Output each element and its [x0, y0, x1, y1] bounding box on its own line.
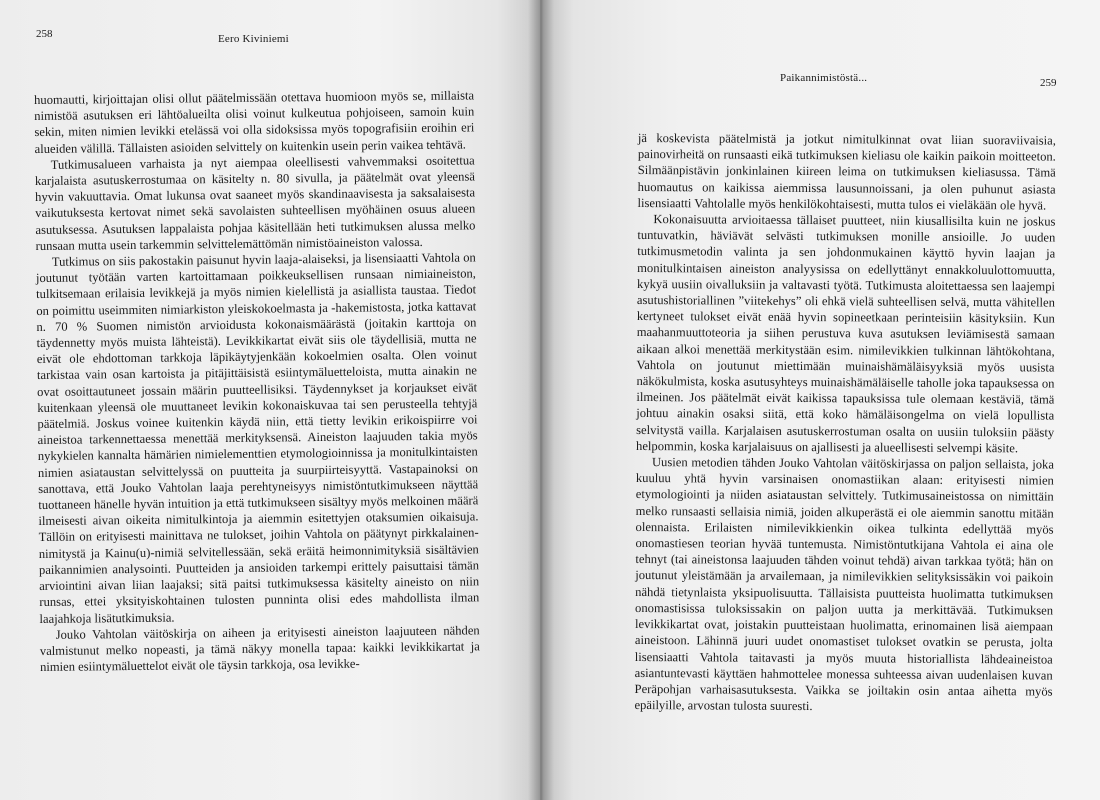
left-paragraph-3: Tutkimus on siis pakostakin paisunut hyvin laaja-alaiseksi, ja lisensiaatti Vahtola on joutunut työtään varten kartoittamaan poikkeuksellisen runsaan nimiaineiston, tulkitsemaan erilaisia levikkejä ja myös nimien kielellistä ja asiallista taustaa. Tiedot on poimittu useimmiten nimiarkiston yleiskokoelmasta ja -hakemistosta, jotka kattavat n. 70 % Suomen nimistön arvioidusta kokonaismäärästä (joitakin karttoja on täydennetty myös muista lähteistä). Levikkikartat eivät siis ole täydellisiä, mutta ne eivät ole ehdottoman tarkkoja läpikäytyjenkään kokoelmien osalta. Olen voinut tarkistaa vain osan kartoista ja pitäjittäisistä esiintymäluetteloista, mutta ainakin ne ovat osoittautuneet jossain määrin puutteellisiksi. Täydennykset ja korjaukset eivät kuitenkaan yleensä ole muuttaneet levikin kokonaiskuvaa tai sen perusteella tehtyjä päätelmiä. Joskus voinee kuitenkin käydä niin, että tietty levikin erikoispiirre voi aineistoa tarkennettaessa menettää merkityksensä. Aineiston laajuuden takia myös nykykielen kannalta hämärien nimielementtien etymologioinnissa ja monitulkintaisten nimien asiataustan selvittelyssä on puutteita ja suurpiirteisyyttä. Vastapainoksi on sanottava, että Jouko Vahtolan laaja perehtyneisyys nimistöntutkimukseen näyttää tuottaneen hänelle hyvän intuition ja että tutkimukseen sisältyy myös melkoinen määrä ilmeisesti aivan oikeita nimitulkintoja ja aiemmin esitettyjen otaksumien oikaisuja. Tällöin on erityisesti mainittava ne tulokset, joihin Vahtola on päätynyt pirkkalainen-nimitystä ja Kainu(u)-nimiä selvitellessään, sekä eräitä heimonnimityksiä sisältävien paikannimien analysointi. Puutteiden ja ansioiden tarkempi erittely paisuttaisi tämän arviointini aivan liian laajaksi; sitä paitsi tutkimuksessa käsitelty aineisto on niin runsas, ettei yksityiskohtainen tulosten punninta olisi edes mahdollista ilman laajahkoja lisätutkimuksia.: [35, 250, 480, 626]
book-gutter: [528, 0, 554, 800]
left-paragraph-1: huomautti, kirjoittajan olisi ollut päätelmissään otettava huomioon myös se, millaista nimistöä asutuksen eri lähtöalueilta olisi voinut kulkeutua pohjoiseen, samoin kuin sekin, miten nimien levikki etelässä voi olla sidoksissa myös topografisiin eroihin eri alueiden välillä. Tällaisten asioiden selvittely on kuitenkin usein perin vaikea tehtävä.: [34, 88, 475, 156]
right-paragraph-1: jä koskevista päätelmistä ja jotkut nimitulkinnat ovat liian suoraviivaisia, painovirheitä on runsaasti eikä tutkimuksen kieliasu ole kaikin paikoin moitteeton. Silmäänpistävin jonkinlainen kiireen leima on tutkimuksen kieliasussa. Tämä huomautus on kaikissa aiemmissa lausunnoissani, ja olen puhunut asiasta lisensiaatti Vahtolalle myös henkilökohtaisesti, mutta tulos ei vieläkään ole hyvä.: [637, 130, 1056, 213]
left-running-head: Eero Kiviniemi: [218, 33, 289, 45]
right-page-number: 259: [1040, 77, 1057, 89]
right-paragraph-3: Uusien metodien tähden Jouko Vahtolan väitöskirjassa on paljon sellaista, joka kuuluu yhtä hyvin varsinaisen onomastiikan alaan: erityisesti nimien etymologiointi ja niiden asiataustan selvittely. Tutkimusaineistossa on nimittäin melko runsaasti sellaisia nimiä, joiden alkuperästä ei ole aiemmin sanottu mitään olennaista. Erilaisten nimilevikkienkin oikea tulkinta edellyttää myös onomastiesen teorian hyvää tuntemusta. Nimistöntutkijana Vahtola ei aina ole tehnyt (tai aineistonsa laajuuden tähden voinut tehdä) aivan tarkkaa työtä; hän on joutunut yleistämään ja arvailemaan, ja nimilevikkien selityksissäkin voi paikoin nähdä tietynlaista yksipuolisuutta. Tällaisista puutteista huolimatta tutkimuksen onomastisissa tuloksissakin on paljon uutta ja merkittävää. Tutkimuksen levikkikartat ovat, joistakin puutteistaan huolimatta, erinomainen lisä aiempaan aineistoon. Lähinnä juuri uudet onomastiset tulokset ovatkin se perusta, jolta lisensiaatti Vahtola taitavasti ja myös muuta historiallista lähdeaineistoa asiantuntevasti käyttäen hahmottelee monessa suhteessa aivan uudenlaisen kuvan Peräpohjan varhaisasutuksesta. Vaikka se joiltakin osin antaa aihetta myös epäilyille, arvostan tulosta suuresti.: [634, 455, 1055, 714]
left-paragraph-2: Tutkimusalueen varhaista ja nyt aiempaa oleellisesti vahvemmaksi osoitettua karjalaista asutuskerrostumaa on käsitelty n. 80 sivulla, ja päätelmät ovat yleensä hyvin vakuuttavia. Omat lukunsa ovat saaneet myös skandinaavisesta ja saksalaisesta vaikutuksesta kertovat nimet sekä savolaisten suhteellisen myöhäinen osuus alueen asutuksessa. Asutuksen lappalaista pohjaa käsitellään heti tutkimuksen alussa melko runsaan mutta usein tarkemmin selvittelemättömän nimistöaineiston valossa.: [34, 153, 476, 253]
right-running-head: Paikannimistöstä...: [780, 72, 868, 84]
right-paragraph-2: Kokonaisuutta arvioitaessa tällaiset puutteet, niin kiusallisilta kuin ne joskus tuntuvatkin, häviävät selvästi tutkimuksen monille ansioille. Jo uuden tutkimusmetodin valinta ja sen johdonmukainen käyttö hyvin laajan ja monitulkintaisen aineiston analyysissa on edellyttänyt ennakkoluulottomuutta, kykyä uusiin oivalluksiin ja valtavasti työtä. Tutkimusta aloitettaessa sen laajempi asutushistoriallinen ”viitekehys” oli ehkä vielä suhteellisen selvä, mutta vähitellen kertyneet tulokset eivät enää hyvin sopineetkaan perinteisiin käsityksiin. Kun maahanmuuttoteoria ja siihen perustuva kuva asutuksen leviämisestä samaan aikaan alkoi menettää merkitystään esim. nimilevikkien tulkinnan lähtökohtana, Vahtola on joutunut miettimään muinaishämäläisyyksiä myös uusista näkökulmista, koska asutusyhteys muinaishämäläiselle taholle joka tapauksessa on ilmeinen. Jos päätelmät eivät kaikissa tapauksissa tule olemaan kestäviä, tämä johtuu ainakin osaksi siitä, että koko hämäläisongelma on vielä lopullista selvitystä vailla. Karjalaisen asutuskerrostuman osalta on uusiin tuloksiin päästy helpommin, koska karjalaisuus on ajallisesti ja alueellisesti selvempi käsite.: [636, 212, 1056, 456]
left-page-body: [34, 87, 480, 675]
left-paragraph-4: Jouko Vahtolan väitöskirja on aiheen ja erityisesti aineiston laajuuteen nähden valmistunut melko nopeasti, ja tämä näkyy monella tapaa: kaikki levikkikartat ja nimien esiintymäluettelot eivät ole täysin tarkkoja, osa levikke-: [39, 623, 480, 675]
left-page-number: 258: [36, 28, 53, 40]
right-page-body: [634, 130, 1056, 716]
